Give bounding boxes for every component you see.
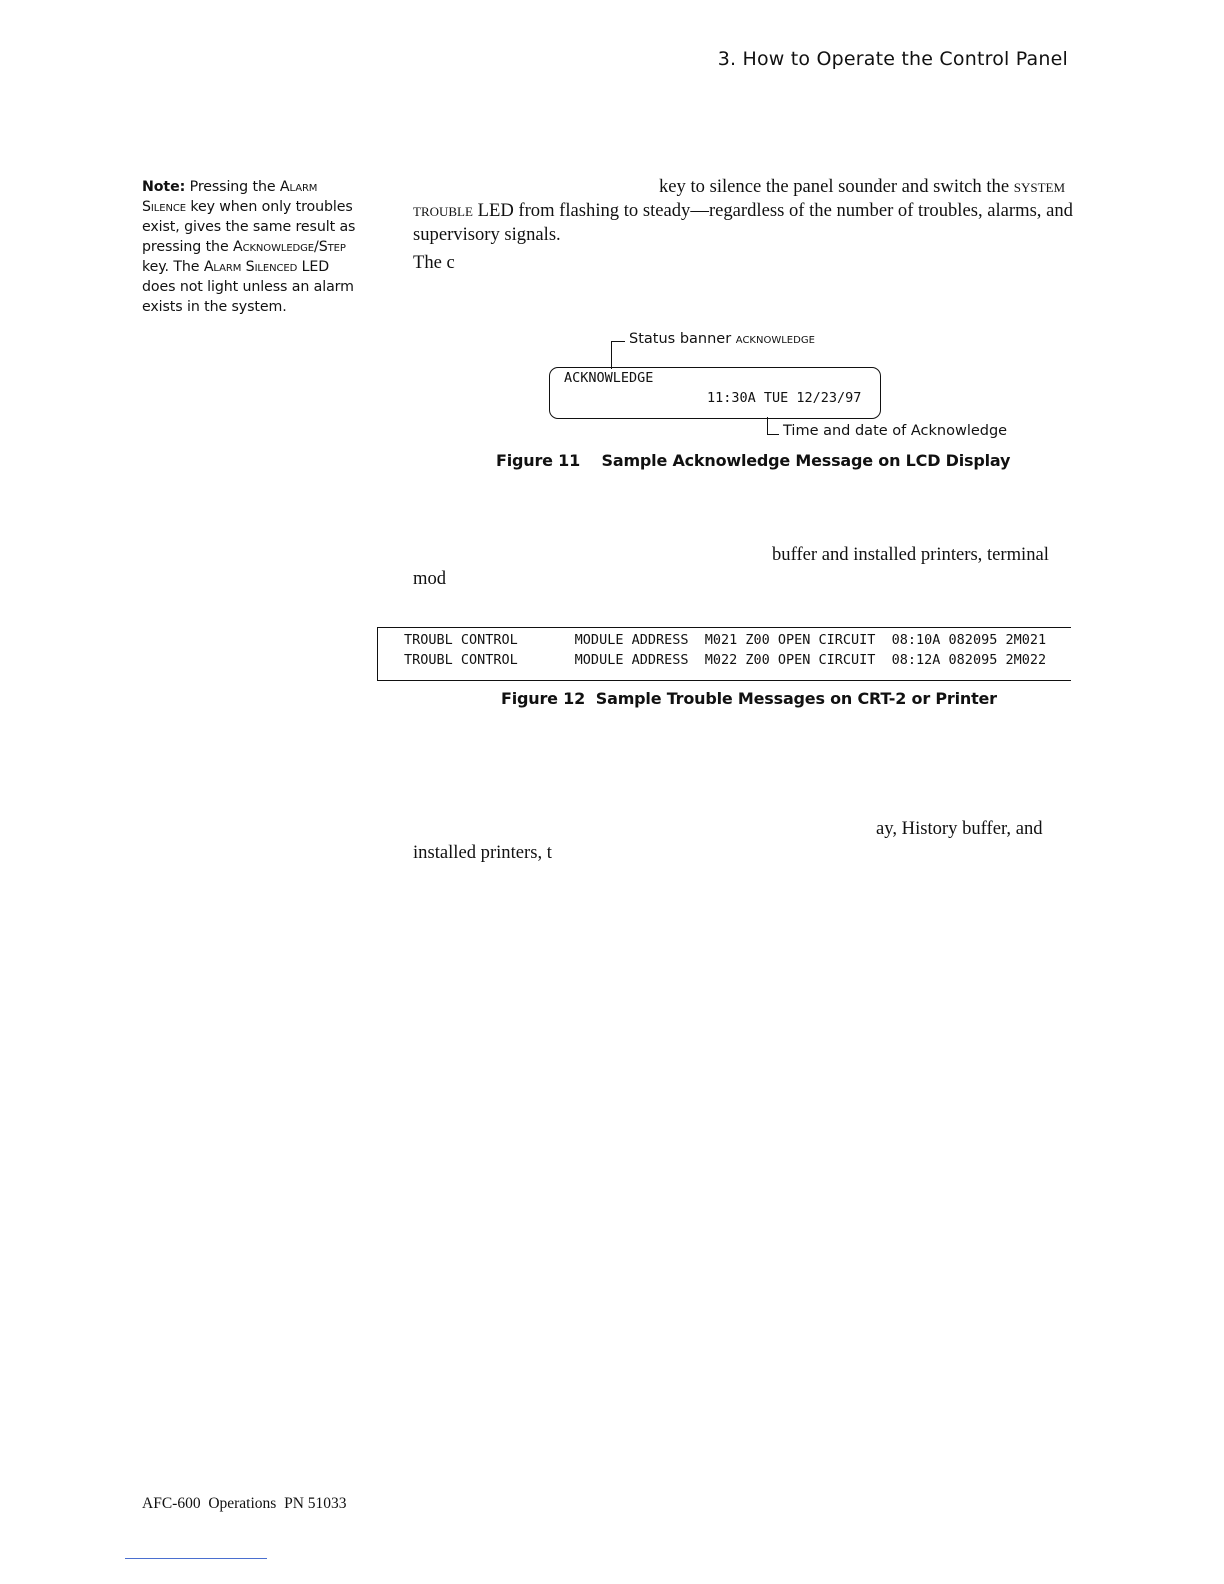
time-leader-h: [767, 434, 779, 435]
note-text-2: key when only troubles exist, gives the same result as pressing the: [142, 199, 356, 255]
callout-acknowledge-word: acknowledge: [735, 331, 815, 347]
lcd-status-banner: ACKNOWLEDGE: [564, 370, 654, 386]
page-footer: AFC-600 Operations PN 51033: [142, 1495, 347, 1512]
note-key-acknowledge-step: Acknowledge/Step: [232, 239, 346, 255]
trouble-message-row: TROUBL CONTROL MODULE ADDRESS M022 Z00 OPEN CIRCUIT 08:12A 082095 2M022: [404, 652, 1047, 668]
margin-note: [142, 177, 357, 317]
paragraph-1: [413, 175, 1073, 247]
paragraph-3-line-1: buffer and installed printers, terminal: [772, 544, 1049, 565]
paragraph-1-b: LED from flashing to steady—regardless of the number of troubles, alarms, and supervisory signals.: [413, 200, 1073, 245]
note-led-alarm-silenced: Alarm Silenced: [203, 259, 298, 275]
figure-12-caption: Figure 12 Sample Trouble Messages on CRT-2 or Printer: [501, 689, 997, 708]
note-key-alarm-silence: Alarm Silence: [142, 179, 318, 215]
trouble-message-row: TROUBL CONTROL MODULE ADDRESS M021 Z00 OPEN CIRCUIT 08:10A 082095 2M021: [404, 632, 1047, 648]
note-label: Note:: [142, 179, 186, 195]
lcd-time-date: 11:30A TUE 12/23/97: [707, 390, 862, 406]
banner-leader-v: [611, 341, 612, 369]
note-text-4: LED does not light unless an alarm exists in the system.: [142, 259, 354, 315]
time-leader-v: [767, 417, 768, 434]
paragraph-4-line-1: ay, History buffer, and: [876, 818, 1043, 839]
figure-11-caption: Figure 11 Sample Acknowledge Message on LCD Display: [496, 451, 1011, 470]
footer-rule: [125, 1558, 267, 1559]
paragraph-2: The c: [413, 252, 455, 273]
running-header: 3. How to Operate the Control Panel: [717, 48, 1068, 70]
paragraph-4-line-2: installed printers, t: [413, 842, 552, 863]
system-trouble-led-name: system trouble: [413, 176, 1066, 221]
callout-time-date: Time and date of Acknowledge: [783, 423, 1008, 439]
note-text-1: Pressing the: [185, 179, 280, 195]
note-text-3: key. The: [142, 259, 204, 275]
paragraph-1-a: key to silence the panel sounder and switch the: [659, 176, 1014, 197]
paragraph-3-line-2: mod: [413, 568, 447, 589]
callout-status-banner: Status banner acknowledge: [629, 331, 815, 347]
banner-leader-h: [611, 341, 625, 342]
